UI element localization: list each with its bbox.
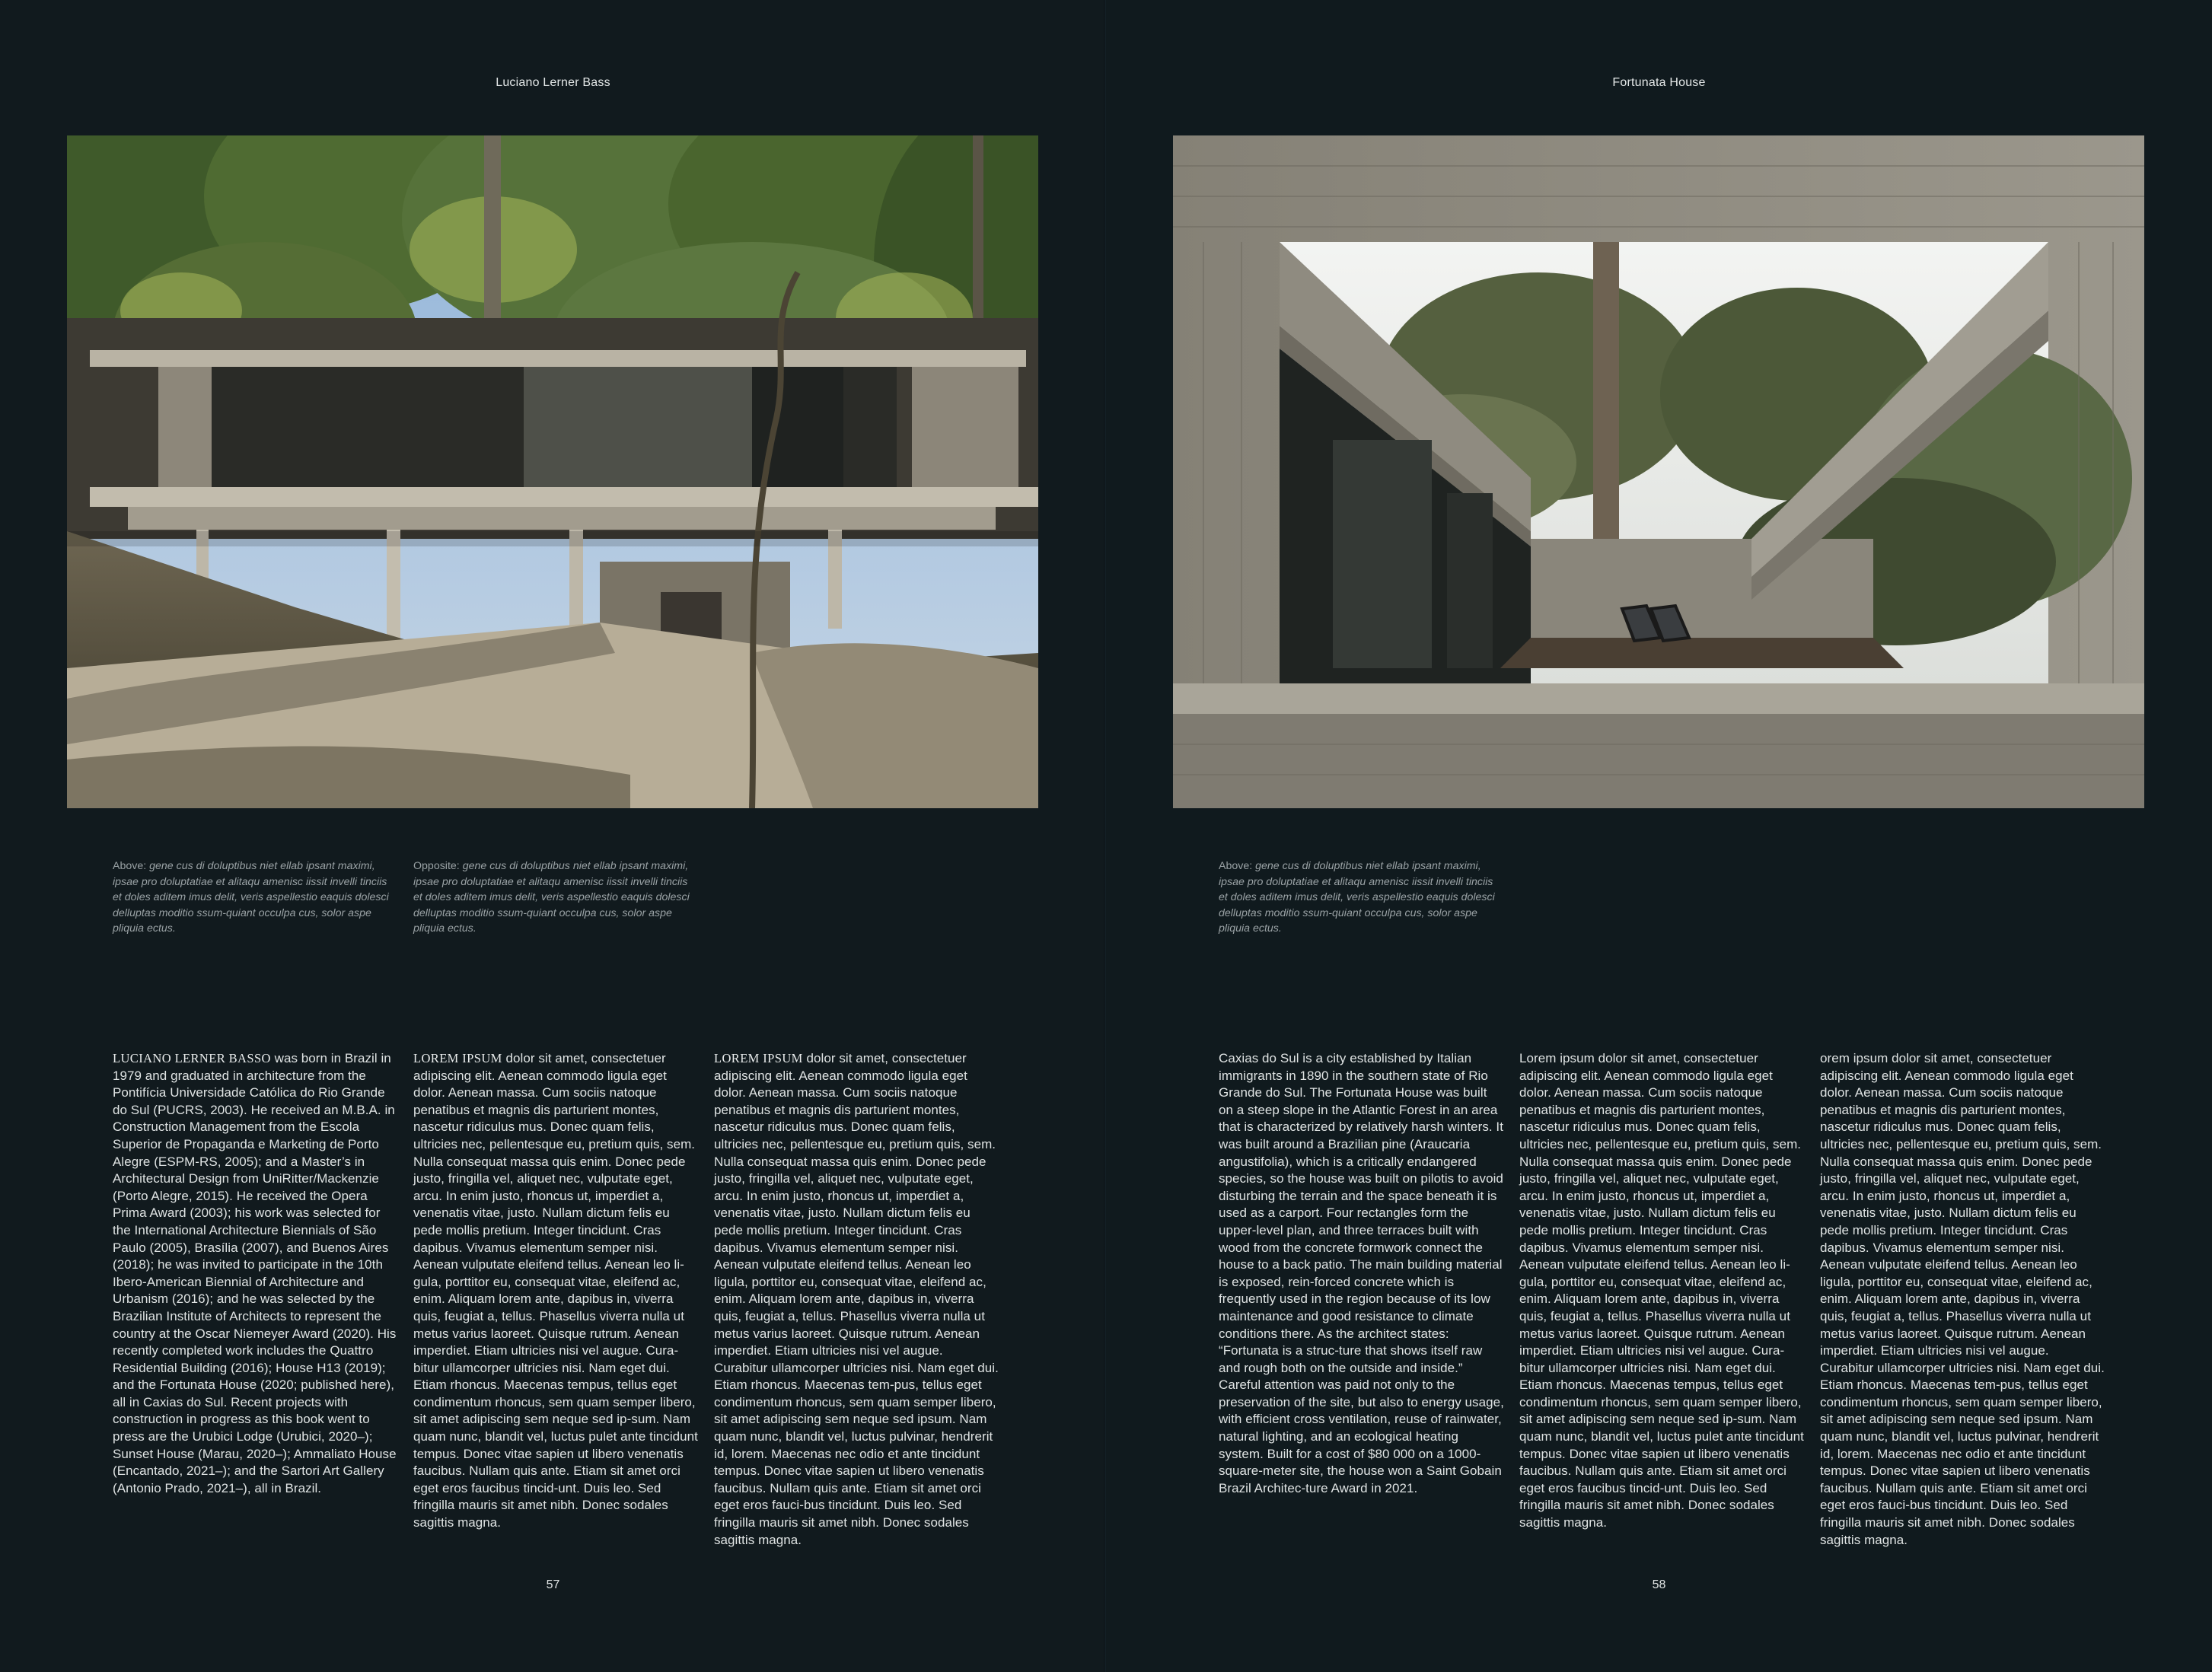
right-page [1106, 0, 2212, 1672]
caption-above [113, 858, 398, 937]
caption-lead: Opposite: [413, 860, 460, 872]
page-number: 58 [1652, 1578, 1666, 1591]
body-column-3 [1820, 1050, 2105, 1549]
bio-text: was born in Brazil in 1979 and graduated in architecture from the Pontifícia Universidade Católica do Rio Grande do Sul (PUCRS, 2003). He received an M.B.A. in Construction Management from the Escola Superior de Propaganda e Marketing de Porto Alegre (ESPM-RS, 2005); and a Master’s in Architectural Design from UniRitter/Mackenzie (Porto Alegre, 2015). He received the Opera Prima Award (2003); his work was selected for the International Architecture Biennials of São Paulo (2005), Brasília (2007), and Buenos Aires (2018); he was invited to participate in the 10th Ibero-American Biennial of Architecture and Urbanism (2016); and he was selected by the Brazilian Institute of Architects to represent the country at the Oscar Niemeyer Award (2020). His recently completed work includes the Quattro Residential Building (2016); House H13 (2019); and the Fortunata House (2020; published here), all in Caxias do Sul. Recent projects with construction in progress as this book went to press are the Urubici Lodge (Urubici, 2020–); Sunset House (Marau, 2020–); Ammaliato House (Encantado, 2021–); and the Sartori Art Gallery (Antonio Prado, 2021–), all in Brazil. [113, 1051, 397, 1495]
bio-column [113, 1050, 398, 1497]
house-exterior-photo [67, 135, 1038, 808]
running-head: Fortunata House [1612, 76, 1706, 89]
project-description-column [1219, 1050, 1504, 1497]
concrete-frame-photo [1173, 135, 2144, 808]
column-text: dolor sit amet, consectetuer adipiscing elit. Aenean commodo ligula eget dolor. Aenean massa. Cum sociis natoque penatibus et magnis dis parturient montes, nascetur ridiculus mus. Donec quam felis, ultricies nec, pellentesque eu, pretium quis, sem. Nulla consequat massa quis enim. Donec pede justo, fringilla vel, aliquet nec, vulputate eget, arcu. In enim justo, rhoncus ut, imperdiet a, venenatis vitae, justo. Nullam dictum felis eu pede mollis pretium. Integer tincidunt. Cras dapibus. Vivamus elementum semper nisi. Aenean vulputate eleifend tellus. Aenean leo li-gula, porttitor eu, consequat vitae, eleifend ac, enim. Aliquam lorem ante, dapibus in, viverra quis, feugiat a, tellus. Phasellus viverra nulla ut metus varius laoreet. Quisque rutrum. Aenean imperdiet. Etiam ultricies nisi vel augue. Cura-bitur ullamcorper ultricies nisi. Nam eget dui. Etiam rhoncus. Maecenas tempus, tellus eget condimentum rhoncus, sem quam semper libero, sit amet adipiscing sem neque sed ip-sum. Nam quam nunc, blandit vel, luctus pulet ante tincidunt tempus. Donec vitae sapien ut libero venenatis faucibus. Nullam quis ante. Etiam sit amet orci eget eros faucibus tincid-unt. Duis leo. Sed fringilla mauris sit amet nibh. Donec sodales sagittis magna. [413, 1051, 698, 1530]
body-column-3 [714, 1050, 999, 1549]
caption-text: gene cus di doluptibus niet ellab ipsant maximi, ipsae pro doluptatiae et alitaqu amenisc iissit invelli tinciis et doles aditem imus delit, veris aspellestio eaquis dolesci delluptas moditio ssum-quiant occulpa cus, solor aspe pliquia ectus. [1219, 860, 1495, 935]
body-column-2 [413, 1050, 699, 1532]
column-lead: LOREM IPSUM [714, 1051, 803, 1065]
caption-text: gene cus di doluptibus niet ellab ipsant maximi, ipsae pro doluptatiae et alitaqu amenisc iissit invelli tinciis et doles aditem imus delit, veris aspellestio eaquis dolesci delluptas moditio ssum-quiant occulpa cus, solor aspe pliquia ectus. [413, 860, 690, 935]
caption-lead: Above: [113, 860, 147, 872]
page-number: 57 [546, 1578, 560, 1591]
bio-lead: LUCIANO LERNER BASSO [113, 1051, 271, 1065]
caption-text: gene cus di doluptibus niet ellab ipsant maximi, ipsae pro doluptatiae et alitaqu amenisc iissit invelli tinciis et doles aditem imus delit, veris aspellestio eaquis dolesci delluptas moditio ssum-quiant occulpa cus, solor aspe pliquia ectus. [113, 860, 389, 935]
caption-lead: Above: [1219, 860, 1253, 872]
caption-opposite [413, 858, 699, 937]
column-text: Lorem ipsum dolor sit amet, consectetuer adipiscing elit. Aenean commodo ligula eget dolor. Aenean massa. Cum sociis natoque penatibus et magnis dis parturient montes, nascetur ridiculus mus. Donec quam felis, ultricies nec, pellentesque eu, pretium quis, sem. Nulla consequat massa quis enim. Donec pede justo, fringilla vel, aliquet nec, vulputate eget, arcu. In enim justo, rhoncus ut, imperdiet a, venenatis vitae, justo. Nullam dictum felis eu pede mollis pretium. Integer tincidunt. Cras dapibus. Vivamus elementum semper nisi. Aenean vulputate eleifend tellus. Aenean leo li-gula, porttitor eu, consequat vitae, eleifend ac, enim. Aliquam lorem ante, dapibus in, viverra quis, feugiat a, tellus. Phasellus viverra nulla ut metus varius laoreet. Quisque rutrum. Aenean imperdiet. Etiam ultricies nisi vel augue. Cura-bitur ullamcorper ultricies nisi. Nam eget dui. Etiam rhoncus. Maecenas tempus, tellus eget condimentum rhoncus, sem quam semper libero, sit amet adipiscing sem neque sed ip-sum. Nam quam nunc, blandit vel, luctus pulet ante tincidunt tempus. Donec vitae sapien ut libero venenatis faucibus. Nullam quis ante. Etiam sit amet orci eget eros faucibus tincid-unt. Duis leo. Sed fringilla mauris sit amet nibh. Donec sodales sagittis magna. [1519, 1051, 1804, 1530]
column-text: Caxias do Sul is a city established by Italian immigrants in 1890 in the southern state of Rio Grande do Sul. The Fortunata House was built on a steep slope in the Atlantic Forest in an area that is characterized by relatively harsh winters. It was built around a Brazilian pine (Araucaria angustifolia), which is a critically endangered species, so the house was built on pilotis to avoid disturbing the terrain and the space beneath it is used as a carport. Four rectangles form the upper-level plan, and three terraces built with wood from the concrete formwork connect the house to a back patio. The main building material is exposed, rein-forced concrete which is frequently used in the region because of its low maintenance and good resistance to climate conditions there. As the architect states: “Fortunata is a struc-ture that shows itself raw and rough both on the outside and inside.” Careful attention was paid not only to the preservation of the site, but also to energy usage, with efficient cross ventilation, reuse of rainwater, natural lighting, and an ecological heating system. Built for a cost of $80 000 on a 1000-square-meter site, the house won a Saint Gobain Brazil Architec-ture Award in 2021. [1219, 1051, 1504, 1495]
column-text: orem ipsum dolor sit amet, consectetuer adipiscing elit. Aenean commodo ligula eget dolor. Aenean massa. Cum sociis natoque penatibus et magnis dis parturient montes, nascetur ridiculus mus. Donec quam felis, ultricies nec, pellentesque eu, pretium quis, sem. Nulla consequat massa quis enim. Donec pede justo, fringilla vel, aliquet nec, vulputate eget, arcu. In enim justo, rhoncus ut, imperdiet a, venenatis vitae, justo. Nullam dictum felis eu pede mollis pretium. Integer tincidunt. Cras dapibus. Vivamus elementum semper nisi. Aenean vulputate eleifend tellus. Aenean leo ligula, porttitor eu, consequat vitae, eleifend ac, enim. Aliquam lorem ante, dapibus in, viverra quis, feugiat a, tellus. Phasellus viverra nulla ut metus varius laoreet. Quisque rutrum. Aenean imperdiet. Etiam ultricies nisi vel augue. Curabitur ullamcorper ultricies nisi. Nam eget dui. Etiam rhoncus. Maecenas tem-pus, tellus eget condimentum rhoncus, sem quam semper libero, sit amet adipiscing sem neque sed ipsum. Nam quam nunc, blandit vel, luctus pulvinar, hendrerit id, lorem. Maecenas nec odio et ante tincidunt tempus. Donec vitae sapien ut libero venenatis faucibus. Nullam quis ante. Etiam sit amet orci eget eros fauci-bus tincidunt. Duis leo. Sed fringilla mauris sit amet nibh. Donec sodales sagittis magna. [1820, 1051, 2105, 1547]
caption-above [1219, 858, 1504, 937]
body-column-2 [1519, 1050, 1805, 1532]
column-text: dolor sit amet, consectetuer adipiscing elit. Aenean commodo ligula eget dolor. Aenean massa. Cum sociis natoque penatibus et magnis dis parturient montes, nascetur ridiculus mus. Donec quam felis, ultricies nec, pellentesque eu, pretium quis, sem. Nulla consequat massa quis enim. Donec pede justo, fringilla vel, aliquet nec, vulputate eget, arcu. In enim justo, rhoncus ut, imperdiet a, venenatis vitae, justo. Nullam dictum felis eu pede mollis pretium. Integer tincidunt. Cras dapibus. Vivamus elementum semper nisi. Aenean vulputate eleifend tellus. Aenean leo ligula, porttitor eu, consequat vitae, eleifend ac, enim. Aliquam lorem ante, dapibus in, viverra quis, feugiat a, tellus. Phasellus viverra nulla ut metus varius laoreet. Quisque rutrum. Aenean imperdiet. Etiam ultricies nisi vel augue. Curabitur ullamcorper ultricies nisi. Nam eget dui. Etiam rhoncus. Maecenas tem-pus, tellus eget condimentum rhoncus, sem quam semper libero, sit amet adipiscing sem neque sed ipsum. Nam quam nunc, blandit vel, luctus pulvinar, hendrerit id, lorem. Maecenas nec odio et ante tincidunt tempus. Donec vitae sapien ut libero venenatis faucibus. Nullam quis ante. Etiam sit amet orci eget eros fauci-bus tincidunt. Duis leo. Sed fringilla mauris sit amet nibh. Donec sodales sagittis magna. [714, 1051, 999, 1547]
running-head: Luciano Lerner Bass [496, 76, 610, 89]
column-lead: LOREM IPSUM [413, 1051, 502, 1065]
